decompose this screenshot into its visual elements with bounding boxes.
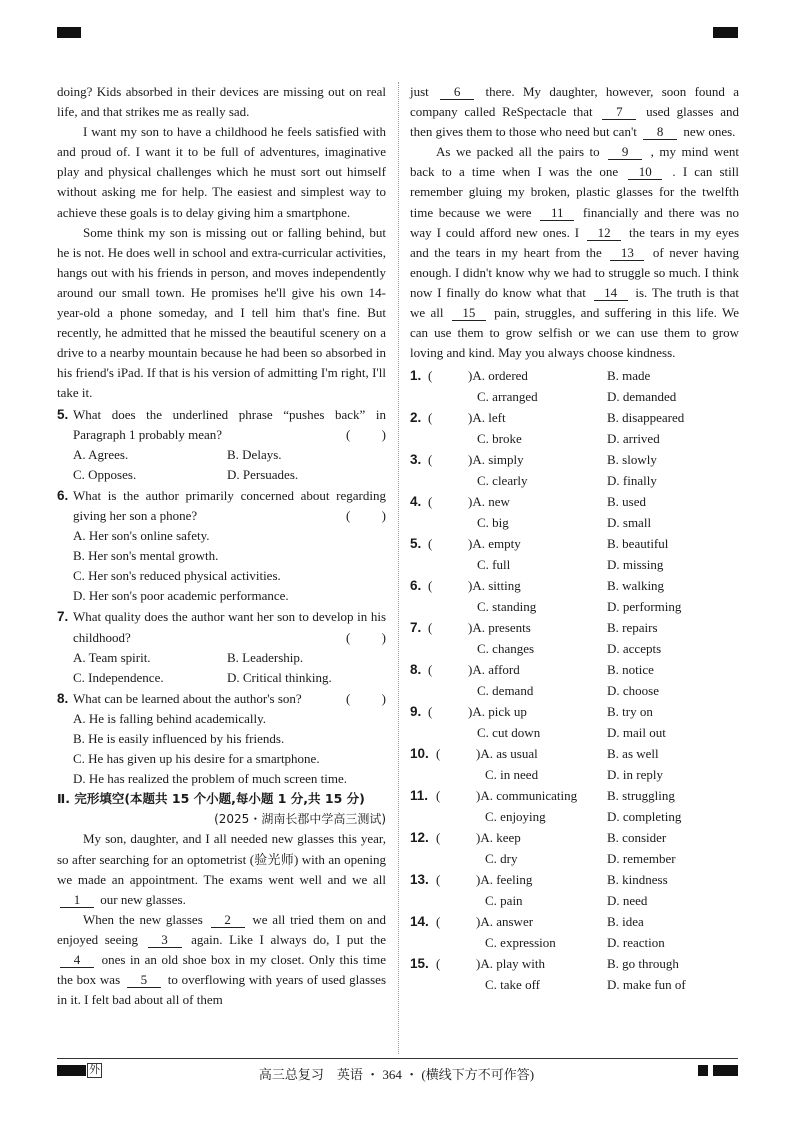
spacer <box>410 470 428 491</box>
option-a[interactable]: )A. simply <box>468 452 524 468</box>
spacer <box>436 890 476 911</box>
answer-blank[interactable]: ( <box>428 704 433 720</box>
spacer <box>436 764 476 785</box>
option-b[interactable]: B. used <box>607 494 646 510</box>
item-number: 8. <box>410 662 422 678</box>
option-d[interactable]: D. accepts <box>607 641 662 657</box>
question <box>57 486 386 607</box>
option-a-text: A. sitting <box>472 578 521 594</box>
spacer <box>410 554 428 575</box>
spacer <box>428 554 468 575</box>
spacer <box>428 428 468 449</box>
cloze-item <box>410 449 739 491</box>
blank-3[interactable]: 3 <box>148 932 182 948</box>
option-c[interactable]: C. in need <box>485 767 539 783</box>
option-c[interactable]: C. arranged <box>477 389 538 405</box>
question-text-content: What does the underlined phrase “pushes back” in Paragraph 1 probably mean? <box>73 406 386 442</box>
spacer <box>410 428 428 449</box>
option-c[interactable]: C. Independence. <box>73 669 164 685</box>
question-text <box>73 607 386 647</box>
option-a-text: A. communicating <box>480 788 578 804</box>
option-a[interactable]: )A. empty <box>468 536 521 552</box>
cloze-item <box>410 407 739 449</box>
blank-6[interactable]: 6 <box>440 84 474 100</box>
option-c[interactable]: C. Her son's reduced physical activities. <box>73 568 281 584</box>
option-c[interactable]: C. standing <box>477 599 537 615</box>
answer-parentheses[interactable] <box>346 506 386 526</box>
paragraph-text: pain, struggles, and suffering in this life. We can use them to grow selfish or we can use them to grow loving and kind. May you always choose kindness. <box>410 305 740 361</box>
cloze-item <box>410 491 739 533</box>
column-divider <box>398 82 399 1054</box>
question-stem <box>57 486 386 526</box>
question-number: 8. <box>57 690 69 706</box>
spacer <box>410 932 436 953</box>
option-d[interactable]: D. need <box>607 893 648 909</box>
option-a[interactable]: )A. presents <box>468 620 531 636</box>
item-number: 5. <box>410 536 422 552</box>
option-a-text: A. play with <box>480 956 545 972</box>
answer-blank[interactable]: ( <box>428 536 433 552</box>
cloze-passage-right <box>410 82 739 363</box>
reading-passage <box>57 82 386 404</box>
blank-5[interactable]: 5 <box>127 972 161 988</box>
option-b[interactable]: B. repairs <box>607 620 658 636</box>
item-number: 6. <box>410 578 422 594</box>
blank-14[interactable]: 14 <box>594 285 628 301</box>
option-c[interactable]: C. dry <box>485 851 518 867</box>
cloze-item <box>410 827 739 869</box>
option-b[interactable]: B. Delays. <box>227 446 282 462</box>
item-number: 15. <box>410 956 429 972</box>
footer-char: 外 <box>89 1064 100 1076</box>
paragraph-text: . I can still remember gluing my broken, plastic glasses for the twelfth time because we were <box>410 164 740 220</box>
option-d[interactable]: D. He has realized the problem of much screen time. <box>73 771 347 787</box>
option-list <box>57 526 386 606</box>
spacer <box>428 470 468 491</box>
question-text-content: What is the author primarily concerned about regarding giving her son a phone? <box>73 487 386 523</box>
spacer <box>410 680 428 701</box>
paragraph-text: My son, daughter, and I all needed new glasses this year, so after searching for an optometrist (验光师) with an opening we made an appointment. The exams went well and we all <box>57 831 386 887</box>
option-d[interactable]: D. Critical thinking. <box>227 669 332 685</box>
option-c[interactable]: C. clearly <box>477 473 528 489</box>
option-c[interactable]: C. expression <box>485 935 556 951</box>
question-text-content: What quality does the author want her son to develop in his childhood? <box>73 609 386 645</box>
paragraph <box>57 829 386 909</box>
option-a[interactable]: )A. sitting <box>468 578 521 594</box>
option-b[interactable]: B. disappeared <box>607 410 685 426</box>
answer-blank[interactable]: ( <box>436 956 441 972</box>
cloze-item <box>410 617 739 659</box>
paragraph-text: is. The truth is that we all <box>410 284 740 321</box>
blank-15[interactable]: 15 <box>452 305 486 321</box>
option-c[interactable]: C. pain <box>485 893 523 909</box>
option-a-text: A. keep <box>480 830 521 846</box>
answer-blank[interactable]: ( <box>428 662 433 678</box>
cloze-options <box>410 365 739 995</box>
option-list <box>57 445 386 485</box>
item-number: 1. <box>410 368 422 384</box>
spacer <box>436 848 476 869</box>
option-b[interactable]: B. made <box>607 368 651 384</box>
answer-blank[interactable]: ( <box>436 788 441 804</box>
cloze-item <box>410 911 739 953</box>
option-d[interactable]: D. reaction <box>607 935 665 951</box>
option-b[interactable]: B. kindness <box>607 872 668 888</box>
option-a[interactable]: )A. play with <box>476 956 545 972</box>
option-d[interactable]: D. choose <box>607 683 659 699</box>
option-d[interactable]: D. Persuades. <box>227 466 299 482</box>
option-c[interactable]: C. cut down <box>477 725 541 741</box>
cloze-item <box>410 659 739 701</box>
option-d[interactable]: D. mail out <box>607 725 666 741</box>
item-number: 12. <box>410 830 429 846</box>
option-a[interactable]: )A. ordered <box>468 368 528 384</box>
option-a-text: A. new <box>472 494 510 510</box>
cloze-item <box>410 365 739 407</box>
paren-open: ( <box>346 690 351 706</box>
spacer <box>428 680 468 701</box>
question-stem <box>57 405 386 445</box>
option-a-text: A. afford <box>472 662 520 678</box>
spacer <box>410 512 428 533</box>
paren-close: ) <box>381 690 386 706</box>
option-b[interactable]: B. consider <box>607 830 667 846</box>
option-a-text: A. as usual <box>480 746 538 762</box>
paragraph-text: we all tried them on and enjoyed seeing <box>57 911 387 947</box>
answer-parentheses[interactable] <box>346 689 386 709</box>
spacer <box>410 974 436 995</box>
option-list <box>57 648 386 688</box>
option-a[interactable]: A. He is falling behind academically. <box>73 710 267 726</box>
option-c[interactable]: C. broke <box>477 431 522 447</box>
option-d[interactable]: D. small <box>607 515 652 531</box>
option-b[interactable]: B. He is easily influenced by his friends. <box>73 731 285 746</box>
blank-1[interactable]: 1 <box>60 892 94 908</box>
option-a-text: A. ordered <box>472 368 528 384</box>
corner-mark-left <box>57 27 81 38</box>
paragraph <box>57 223 386 404</box>
blank-11[interactable]: 11 <box>540 205 574 221</box>
item-number: 11. <box>410 788 429 804</box>
option-d[interactable]: D. Her son's poor academic performance. <box>73 588 289 604</box>
item-number: 10. <box>410 746 429 762</box>
option-b[interactable]: B. walking <box>607 578 665 594</box>
question-number: 6. <box>57 487 69 503</box>
paren-close: ) <box>381 629 386 645</box>
answer-parentheses[interactable] <box>346 628 386 648</box>
option-a-text: A. left <box>472 410 506 426</box>
option-a[interactable]: A. Her son's online safety. <box>73 528 210 544</box>
corner-mark-right <box>713 27 738 38</box>
option-d[interactable]: D. remember <box>607 851 676 867</box>
question-stem <box>57 607 386 647</box>
footer-text: 高三总复习 英语 ・ 364 ・ (横线下方不可作答) <box>258 1067 535 1082</box>
option-a[interactable]: A. Team spirit. <box>73 649 151 665</box>
option-c[interactable]: C. big <box>477 515 509 531</box>
blank-8[interactable]: 8 <box>643 124 677 140</box>
item-number: 13. <box>410 872 429 888</box>
option-d[interactable]: D. completing <box>607 809 682 825</box>
option-a[interactable]: )A. communicating <box>476 788 578 804</box>
option-d[interactable]: D. finally <box>607 473 657 489</box>
question <box>57 607 386 687</box>
paragraph-text: When the new glasses <box>83 911 203 927</box>
cloze-passage-left <box>57 829 386 1010</box>
section-source: (2025・湖南长郡中学高三测试) <box>214 812 386 827</box>
paren-close: ) <box>381 507 386 523</box>
spacer <box>410 638 428 659</box>
spacer <box>410 722 428 743</box>
option-a[interactable]: )A. feeling <box>476 872 533 888</box>
option-d[interactable]: D. arrived <box>607 431 660 447</box>
option-a[interactable]: )A. new <box>468 494 510 510</box>
spacer <box>410 848 436 869</box>
option-a-text: A. answer <box>480 914 534 930</box>
option-b[interactable]: B. struggling <box>607 788 675 804</box>
answer-blank[interactable]: ( <box>436 872 441 888</box>
right-column <box>410 82 739 995</box>
spacer <box>410 806 436 827</box>
paragraph <box>57 82 386 122</box>
option-list <box>57 709 386 789</box>
option-c[interactable]: C. He has given up his desire for a smartphone. <box>73 751 320 767</box>
item-number: 4. <box>410 494 422 510</box>
question-text <box>73 405 386 445</box>
option-d[interactable]: D. performing <box>607 599 682 615</box>
paragraph-text: to overflowing with years of used glasses in it. I felt bad about all of them <box>57 972 387 1008</box>
spacer <box>428 722 468 743</box>
blank-9[interactable]: 9 <box>608 144 642 160</box>
cloze-item <box>410 953 739 995</box>
paren-open: ( <box>346 426 351 442</box>
option-a-text: A. pick up <box>472 704 527 720</box>
question-text <box>73 689 386 709</box>
answer-blank[interactable]: ( <box>428 494 433 510</box>
question-stem <box>57 689 386 709</box>
paragraph-text: the tears in my eyes and the tears in my heart from the <box>410 224 740 260</box>
paragraph-text: there. My daughter, however, soon found a company called ReSpectacle that <box>410 84 740 120</box>
option-b[interactable]: B. Leadership. <box>227 649 304 665</box>
option-b[interactable]: B. Her son's mental growth. <box>73 548 219 564</box>
option-c[interactable]: C. changes <box>477 641 535 657</box>
paragraph-text: doing? Kids absorbed in their devices are missing out on real life, and that strikes me as really sad. <box>57 84 386 120</box>
spacer <box>410 764 436 785</box>
paragraph-text: financially and there was no way I could afford new ones. I <box>410 204 739 240</box>
question-text-content: What can be learned about the author's son? <box>73 690 302 706</box>
item-number: 3. <box>410 452 422 468</box>
option-d[interactable]: D. make fun of <box>607 977 686 993</box>
paragraph-text: ones in an old shoe box in my closet. Only this time the box was <box>57 952 387 988</box>
left-column <box>57 82 386 1010</box>
paragraph <box>57 122 386 222</box>
blank-7[interactable]: 7 <box>602 104 636 120</box>
option-a-text: A. presents <box>472 620 531 636</box>
option-c[interactable]: C. take off <box>485 977 540 993</box>
answer-blank[interactable]: ( <box>428 452 433 468</box>
blank-2[interactable]: 2 <box>211 912 245 928</box>
option-a[interactable]: A. Agrees. <box>73 446 129 462</box>
paragraph <box>410 142 739 363</box>
blank-4[interactable]: 4 <box>60 952 94 968</box>
question-number: 5. <box>57 406 69 422</box>
paren-close: ) <box>381 426 386 442</box>
option-b[interactable]: B. idea <box>607 914 644 930</box>
item-number: 9. <box>410 704 422 720</box>
footer-mark-right-2 <box>713 1065 738 1076</box>
option-a[interactable]: )A. as usual <box>476 746 538 762</box>
answer-blank[interactable]: ( <box>436 830 441 846</box>
option-a-text: A. empty <box>472 536 521 552</box>
paragraph-text: again. Like I always do, I put the <box>191 931 386 947</box>
blank-12[interactable]: 12 <box>587 225 621 241</box>
paragraph-text: Some think my son is missing out or falling behind, but he is not. He does well in school and extra-curricular activities, hangs out with his friends in person, and moves independently around our small town. He promises he'll give his own 14-year-old a phone someday, and I tell him that's fine. But recently, he admitted that he missed the beautiful scenery on a drive to a nearby mountain because he had been so absorbed in his friend's iPad. If that is his version of admitting I'm right, I'll take it. <box>57 224 386 401</box>
blank-13[interactable]: 13 <box>610 245 644 261</box>
paragraph-text: new ones. <box>683 124 736 140</box>
option-a-text: A. feeling <box>480 872 533 888</box>
answer-blank[interactable]: ( <box>428 410 433 426</box>
section-title: Ⅱ. 完形填空(本题共 15 个小题,每小题 1 分,共 15 分) <box>57 791 365 807</box>
spacer <box>436 806 476 827</box>
question <box>57 405 386 485</box>
spacer <box>410 386 428 407</box>
option-d[interactable]: D. demanded <box>607 389 677 405</box>
cloze-item <box>410 785 739 827</box>
paragraph-text: used glasses and then gives them to those who need but can't <box>410 104 739 140</box>
cloze-item <box>410 701 739 743</box>
question-list <box>57 405 386 790</box>
option-c[interactable]: C. Opposes. <box>73 466 137 482</box>
paragraph-text: of never having enough. I didn't know why we had to struggle so much. I think now I finally do know what that <box>410 244 739 300</box>
footer-mark-right-1 <box>698 1065 708 1076</box>
spacer <box>428 512 468 533</box>
paragraph-text: our new glasses. <box>100 891 186 907</box>
answer-blank[interactable]: ( <box>428 368 433 384</box>
question <box>57 689 386 789</box>
option-b[interactable]: B. try on <box>607 704 653 720</box>
cloze-item <box>410 575 739 617</box>
option-a-text: A. simply <box>472 452 524 468</box>
option-c[interactable]: C. demand <box>477 683 534 699</box>
answer-blank[interactable]: ( <box>436 746 441 762</box>
option-b[interactable]: B. beautiful <box>607 536 669 552</box>
spacer <box>428 638 468 659</box>
paren-open: ( <box>346 629 351 645</box>
spacer <box>428 386 468 407</box>
paragraph <box>57 910 386 1010</box>
paragraph-text: I want my son to have a childhood he feels satisfied with and proud of. I want it to be full of adventures, imaginative play and physical challenges which he must sort out himself without asking me for help. The easiest and simplest way to achieve these goals is to delay giving him a smartphone. <box>57 124 386 220</box>
paragraph <box>410 82 739 142</box>
option-b[interactable]: B. notice <box>607 662 654 678</box>
cloze-item <box>410 533 739 575</box>
option-c[interactable]: C. full <box>477 557 511 573</box>
cloze-item <box>410 869 739 911</box>
item-number: 2. <box>410 410 422 426</box>
question-text <box>73 486 386 526</box>
option-a[interactable]: )A. left <box>468 410 506 426</box>
option-b[interactable]: B. go through <box>607 956 679 972</box>
spacer <box>436 932 476 953</box>
option-b[interactable]: B. as well <box>607 746 659 762</box>
paragraph-text: As we packed all the pairs to <box>436 144 600 160</box>
option-d[interactable]: D. missing <box>607 557 664 573</box>
option-a[interactable]: )A. pick up <box>468 704 527 720</box>
option-a[interactable]: )A. answer <box>476 914 534 930</box>
answer-blank[interactable]: ( <box>428 620 433 636</box>
item-number: 14. <box>410 914 429 930</box>
spacer <box>436 974 476 995</box>
option-d[interactable]: D. in reply <box>607 767 663 783</box>
answer-blank[interactable]: ( <box>428 578 433 594</box>
question-number: 7. <box>57 609 69 625</box>
paragraph-text: , my mind went back to a time when I was the one <box>410 144 739 180</box>
spacer <box>410 890 436 911</box>
option-b[interactable]: B. slowly <box>607 452 657 468</box>
item-number: 7. <box>410 620 422 636</box>
blank-10[interactable]: 10 <box>628 164 662 180</box>
option-c[interactable]: C. enjoying <box>485 809 546 825</box>
paragraph-text: just <box>410 84 429 99</box>
paren-open: ( <box>346 507 351 523</box>
footer-divider <box>57 1058 738 1059</box>
option-a[interactable]: )A. keep <box>476 830 521 846</box>
option-a[interactable]: )A. afford <box>468 662 520 678</box>
spacer <box>428 596 468 617</box>
answer-blank[interactable]: ( <box>436 914 441 930</box>
answer-parentheses[interactable] <box>346 425 386 445</box>
cloze-item <box>410 743 739 785</box>
spacer <box>410 596 428 617</box>
